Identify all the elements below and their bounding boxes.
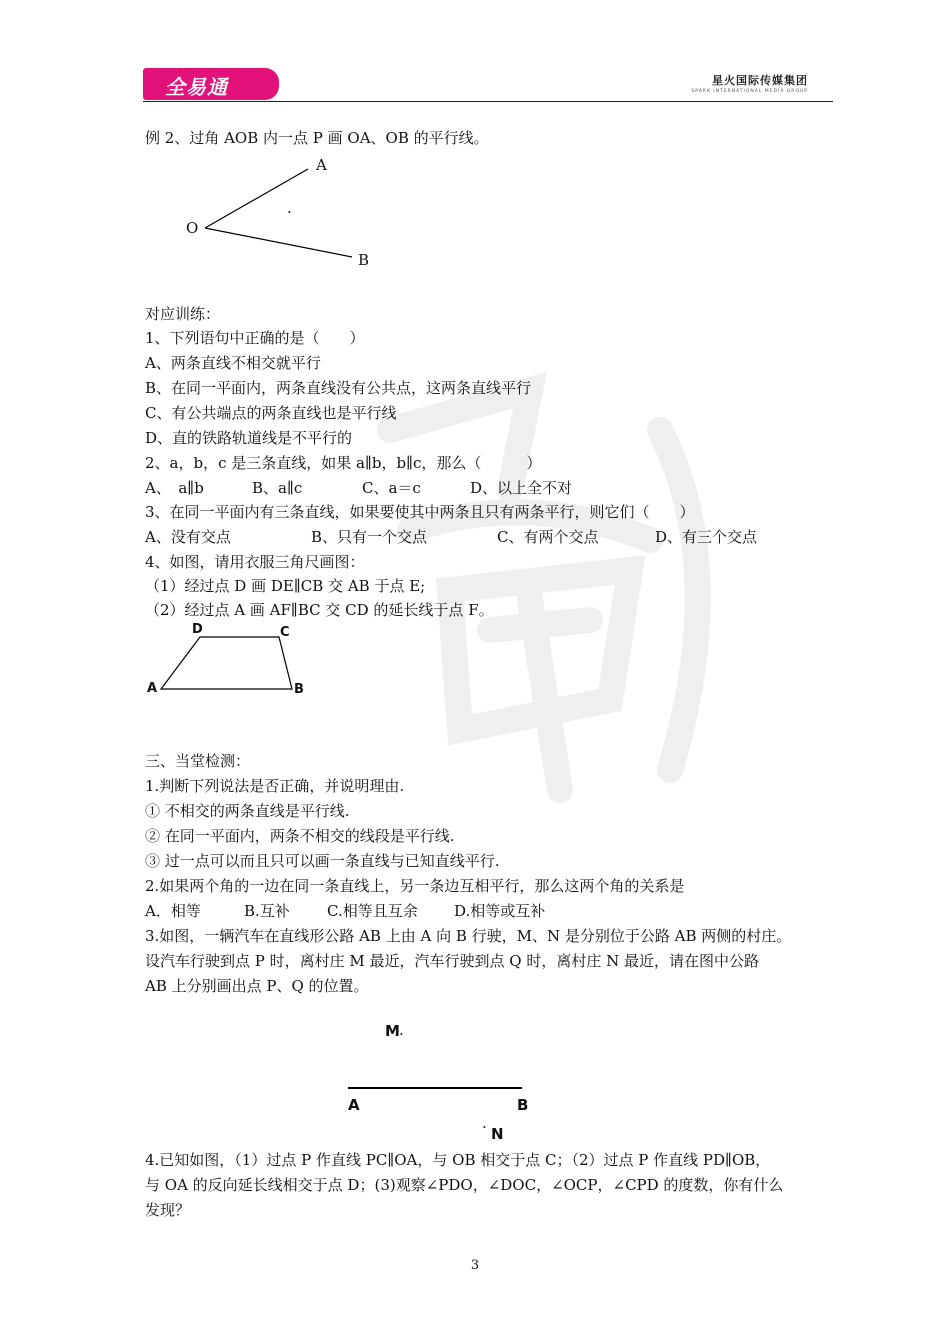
q1-option-c: C、有公共端点的两条直线也是平行线: [145, 404, 397, 422]
label-b: B: [294, 682, 304, 697]
q3-option-d: D、有三个交点: [655, 528, 758, 546]
label-b: B: [358, 251, 370, 269]
q1-stem: 1、下列语句中正确的是（ ）: [145, 329, 365, 347]
q4-part1: （1）经过点 D 画 DE∥CB 交 AB 于点 E;: [145, 577, 426, 595]
test-heading: 三、当堂检测：: [145, 752, 251, 770]
label-road-a: A: [348, 1096, 360, 1114]
t3-line-3: AB 上分别画出点 P、Q 的位置。: [145, 977, 369, 995]
q1-option-b: B、在同一平面内，两条直线没有公共点，这两条直线平行: [145, 379, 532, 397]
label-d: D: [192, 622, 203, 637]
q1-option-d: D、直的铁路轨道线是不平行的: [145, 429, 353, 447]
example2-title: 例 2、过角 AOB 内一点 P 画 OA、OB 的平行线。: [145, 129, 489, 147]
t2-option-d: D.相等或互补: [454, 902, 546, 920]
brand-name: 星火国际传媒集团: [712, 74, 808, 87]
q3-option-b: B、只有一个交点: [311, 528, 428, 546]
t4-line-3: 发现？: [145, 1201, 191, 1219]
point-p: .: [287, 199, 292, 217]
q3-option-a: A、没有交点: [145, 528, 231, 546]
label-a: A: [316, 156, 327, 174]
t3-line-2: 设汽车行驶到点 P 时，离村庄 M 最近，汽车行驶到点 Q 时，离村庄 N 最近，请在图中公路: [145, 952, 760, 970]
ray-oa: [205, 169, 308, 228]
label-n: N: [491, 1125, 504, 1143]
q2-option-c: C、a＝c: [362, 479, 421, 497]
trapezoid-abcd: [161, 637, 292, 689]
road-ab: [348, 1087, 522, 1089]
t1-stem: 1.判断下列说法是否正确，并说明理由.: [145, 777, 405, 795]
q4-stem: 4、如图，请用衣服三角尺画图：: [145, 553, 365, 571]
q4-part2: （2）经过点 A 画 AF∥BC 交 CD 的延长线于点 F。: [145, 601, 494, 619]
brand-name-en: SPARK INTERNATIONAL MEDIA GROUP: [691, 89, 808, 94]
q2-stem: 2、a，b，c 是三条直线，如果 a∥b，b∥c，那么（ ）: [145, 454, 542, 472]
t1-item-2: ② 在同一平面内，两条不相交的线段是平行线.: [145, 827, 455, 845]
q3-option-c: C、有两个交点: [497, 528, 599, 546]
practice-heading: 对应训练：: [145, 305, 221, 323]
t2-option-c: C.相等且互余: [327, 902, 418, 920]
label-a: A: [147, 681, 158, 696]
label-o: O: [186, 219, 199, 237]
q2-option-d: D、以上全不对: [470, 479, 573, 497]
label-m: M: [385, 1022, 400, 1040]
t2-stem: 2.如果两个角的一边在同一条直线上，另一条边互相平行，那么这两个角的关系是: [145, 877, 685, 895]
q2-option-a: A、 a∥b: [145, 479, 204, 497]
brand-logo: [143, 68, 279, 100]
header-rule: [143, 101, 833, 102]
t4-line-2: 与 OA 的反向延长线相交于点 D；(3)观察∠PDO，∠DOC，∠OCP，∠CPD 的度数，你有什么: [145, 1176, 784, 1194]
label-c: C: [280, 625, 290, 640]
t2-option-a: A．相等: [145, 902, 201, 920]
t1-item-3: ③ 过一点可以而且只可以画一条直线与已知直线平行.: [145, 852, 500, 870]
brand-block: [691, 72, 808, 94]
t2-option-b: B.互补: [244, 902, 290, 920]
q3-stem: 3、在同一平面内有三条直线，如果要使其中两条且只有两条平行，则它们（ ）: [145, 503, 695, 521]
point-n-dot: ·: [482, 1118, 487, 1136]
label-road-b: B: [517, 1096, 529, 1114]
t4-line-1: 4.已知如图，（1）过点 P 作直线 PC∥OA，与 OB 相交于点 C；（2）过点 P 作直线 PD∥OB，: [145, 1151, 771, 1169]
page-number: 3: [470, 1258, 480, 1273]
q1-option-a: A、两条直线不相交就平行: [145, 354, 321, 372]
logo-text: 全易通: [165, 75, 228, 99]
t1-item-1: ① 不相交的两条直线是平行线.: [145, 802, 350, 820]
point-m-dot: .: [399, 1021, 404, 1039]
q2-option-b: B、a∥c: [252, 479, 303, 497]
t3-line-1: 3.如图，一辆汽车在直线形公路 AB 上由 A 向 B 行驶，M、N 是分别位于公路 AB 两侧的村庄。: [145, 927, 792, 945]
ray-ob: [205, 228, 352, 257]
